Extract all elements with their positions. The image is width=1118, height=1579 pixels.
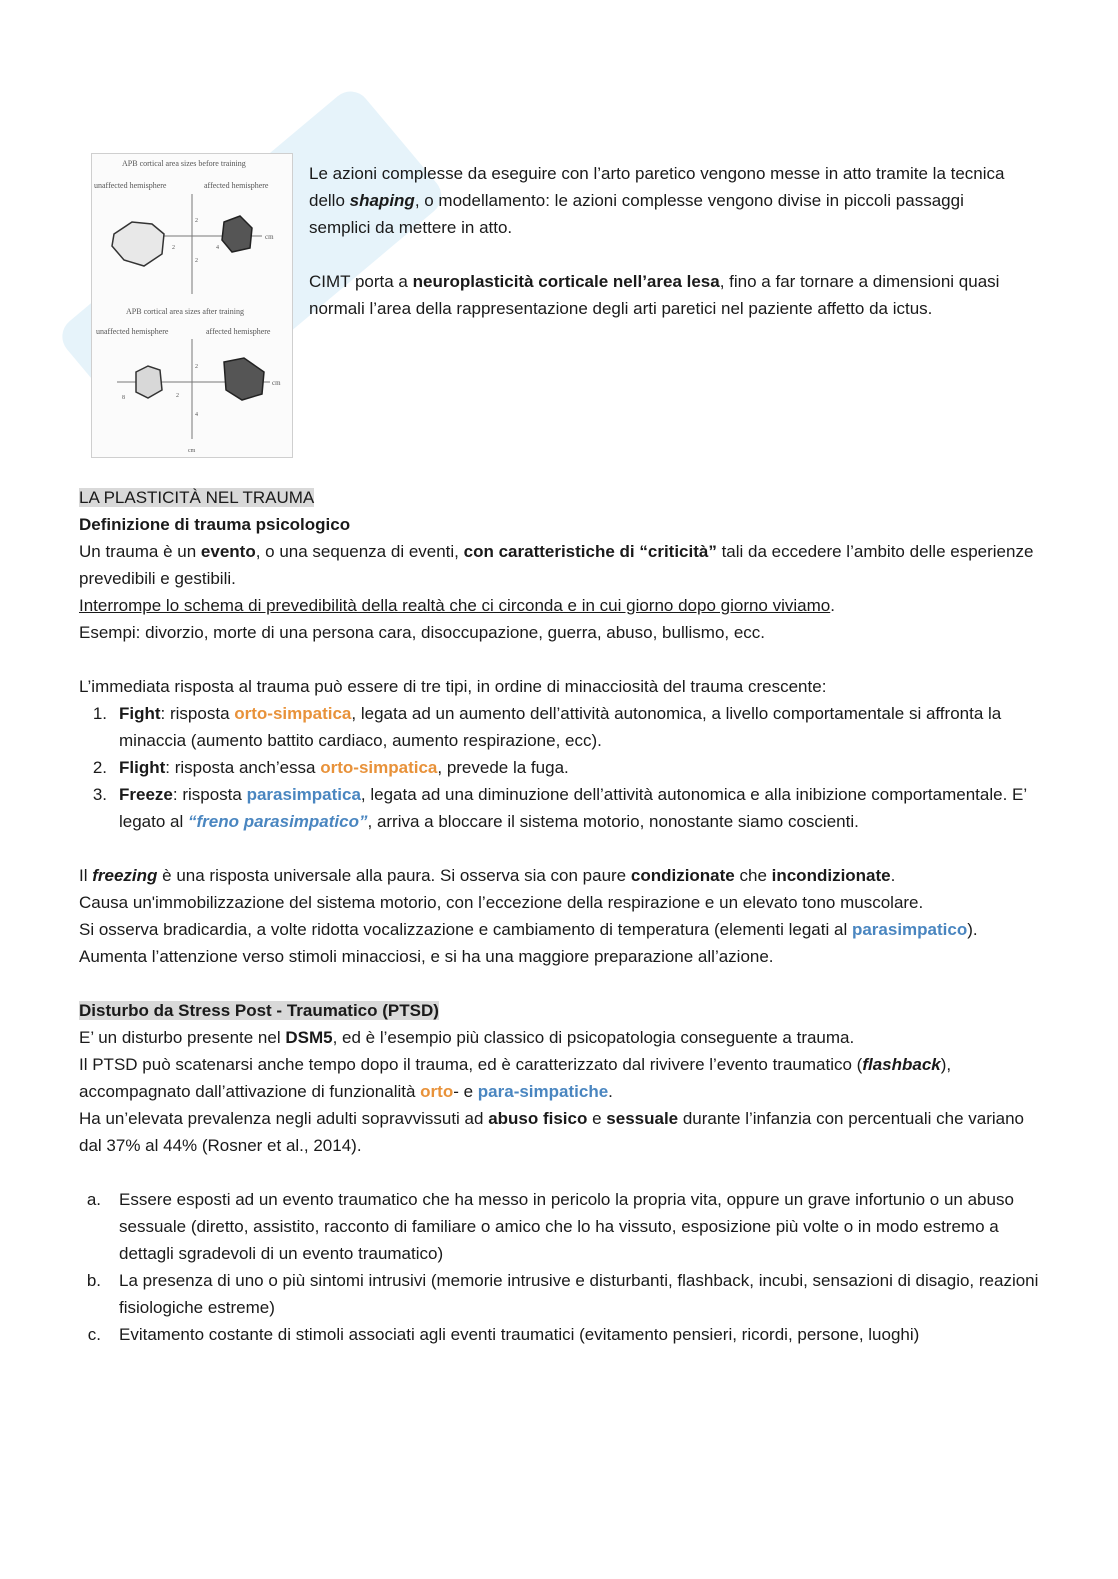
- text-run: incondizionate: [771, 866, 891, 885]
- text-run: Causa un'immobilizzazione del sistema motorio, con l’eccezione della respirazione e un elevato tono muscolare.: [79, 893, 924, 912]
- list-item: [79, 1321, 1039, 1348]
- neuroplasticity-term: neuroplasticità corticale nell’area lesa: [412, 272, 720, 291]
- figure-label-unaffected-before: unaffected hemisphere: [94, 181, 167, 190]
- text-run: Si osserva bradicardia, a volte ridotta vocalizzazione e cambiamento di temperatura (elementi legati al: [79, 920, 852, 939]
- text-run: parasimpatico: [851, 920, 968, 939]
- text-run: .: [608, 1082, 613, 1101]
- text-run: che: [734, 866, 772, 885]
- text-run: Freeze: [119, 785, 173, 804]
- tick-label: 2: [195, 258, 198, 264]
- figure-title-before: APB cortical area sizes before training: [122, 159, 246, 168]
- text-run: : risposta anch’essa: [165, 758, 321, 777]
- tick-label: 4: [216, 245, 219, 251]
- text-run: con caratteristiche di “criticità”: [463, 542, 717, 561]
- list-item-fight: [79, 700, 1039, 754]
- shaping-term: shaping: [349, 191, 415, 210]
- section-title: LA PLASTICITÀ NEL TRAUMA: [79, 488, 315, 507]
- underlined-text: Interrompe lo schema di prevedibilità della realtà che ci circonda e in cui giorno dopo giorno viviamo: [79, 596, 831, 615]
- figure-label-affected-before: affected hemisphere: [204, 181, 269, 190]
- text-run: E’ un disturbo presente nel: [79, 1028, 286, 1047]
- text-run: Flight: [119, 758, 166, 777]
- list-item: [79, 1267, 1039, 1321]
- ptsd-line-prevalence: [79, 1105, 1039, 1159]
- text-run: Ha un’elevata prevalenza negli adulti sopravvissuti ad: [79, 1109, 489, 1128]
- list-marker: c.: [87, 1325, 101, 1344]
- text-run: Essere esposti ad un evento traumatico che ha messo in pericolo la propria vita, oppure un grave infortunio o un abuso sessuale (diretto, assistito, racconto di familiare o amico che lo ha vissuto, esposizione più volte o in modo estremo a dettagli sgradevoli di un evento traumatico): [119, 1190, 1014, 1263]
- text-run: .: [890, 866, 896, 885]
- intro-text: [309, 160, 1029, 322]
- text-run: : risposta: [160, 704, 235, 723]
- ptsd-criteria-list: [79, 1186, 1039, 1348]
- list-item-freeze: [79, 781, 1039, 835]
- tick-label: 2: [176, 393, 179, 399]
- axis-unit-before: cm: [265, 233, 274, 241]
- definition-paragraph: [79, 538, 1039, 592]
- text-run: ), accompagnato dall’attivazione di funzionalità: [79, 1055, 952, 1101]
- main-content: [79, 484, 1039, 1348]
- text-run: , prevede la fuga.: [437, 758, 569, 777]
- text-run: Il PTSD può scatenarsi anche tempo dopo il trauma, ed è caratterizzato dal rivivere l’evento traumatico (: [79, 1055, 863, 1074]
- text-run: : risposta: [172, 785, 247, 804]
- tick-label: 4: [195, 412, 198, 418]
- text-run: Il: [79, 866, 93, 885]
- text-run: condizionate: [630, 866, 735, 885]
- ptsd-line-dsm5: [79, 1024, 1039, 1051]
- text-run: evento: [200, 542, 256, 561]
- apb-cortical-area-figure: [91, 153, 293, 458]
- text-run: abuso fisico: [488, 1109, 588, 1128]
- text-run: La presenza di uno o più sintomi intrusivi (memorie intrusive e disturbanti, flashback, incubi, sensazioni di disagio, reazioni fisiologiche estreme): [119, 1271, 1039, 1317]
- definition-heading: Definizione di trauma psicologico: [79, 515, 351, 534]
- list-marker: 2.: [92, 758, 107, 777]
- text-run: “freno parasimpatico”: [188, 812, 368, 831]
- text-run: orto-simpatica: [320, 758, 438, 777]
- text-run: , arriva a bloccare il sistema motorio, nonostante siamo coscienti.: [367, 812, 859, 831]
- text-run: CIMT porta a: [309, 272, 413, 291]
- affected-area-before: [222, 216, 252, 252]
- text-run: è una risposta universale alla paura. Si osserva sia con paure: [157, 866, 631, 885]
- cimt-paragraph: [309, 268, 1029, 322]
- tick-label: 2: [195, 218, 198, 224]
- response-list: [79, 700, 1039, 835]
- text-run: , fino a far tornare a dimensioni quasi normali l’area della rappresentazione degli arti paretici nel paziente affetto da ictus.: [309, 272, 1000, 318]
- text-run: tali da eccedere l’ambito delle esperienze prevedibili e gestibili.: [79, 542, 1034, 588]
- affected-area-after: [224, 358, 264, 400]
- text-run: Fight: [119, 704, 161, 723]
- shaping-paragraph: [309, 160, 1029, 241]
- freezing-paragraph: [79, 862, 1039, 970]
- figure-label-affected-after: affected hemisphere: [206, 327, 271, 336]
- text-run: Evitamento costante di stimoli associati agli eventi traumatici (evitamento pensieri, ricordi, persone, luoghi): [119, 1325, 920, 1344]
- list-marker: a.: [86, 1190, 101, 1209]
- list-marker: b.: [86, 1271, 101, 1290]
- text-run: durante l’infanzia con percentuali che variano dal 37% al 44% (Rosner et al., 2014).: [79, 1109, 1025, 1155]
- ptsd-heading: Disturbo da Stress Post - Traumatico (PTSD): [79, 1001, 439, 1020]
- examples-line: Esempi: divorzio, morte di una persona cara, disoccupazione, guerra, abuso, bullismo, ecc.: [79, 623, 766, 642]
- text-run: sessuale: [606, 1109, 679, 1128]
- text-run: .: [830, 596, 835, 615]
- axis-unit-after: cm: [272, 379, 281, 387]
- text-run: parasimpatica: [246, 785, 361, 804]
- unaffected-area-before: [112, 222, 164, 266]
- text-run: freezing: [92, 866, 158, 885]
- figure-label-unaffected-after: unaffected hemisphere: [96, 327, 169, 336]
- list-item-flight: [79, 754, 1039, 781]
- tick-label: 2: [172, 245, 175, 251]
- text-run: Le azioni complesse da eseguire con l’arto paretico vengono messe in atto tramite la tecnica dello: [309, 164, 1005, 210]
- list-item: [79, 1186, 1039, 1267]
- text-run: , o modellamento: le azioni complesse vengono divise in piccoli passaggi semplici da mettere in atto.: [309, 191, 964, 237]
- unaffected-area-after: [136, 366, 162, 398]
- text-run: , o una sequenza di eventi,: [255, 542, 464, 561]
- text-run: DSM5: [285, 1028, 333, 1047]
- text-run: para-simpatiche: [477, 1082, 609, 1101]
- text-run: - e: [453, 1082, 478, 1101]
- axis-unit-bottom: cm: [188, 448, 196, 454]
- ptsd-line-flashback: [79, 1051, 1039, 1105]
- text-run: , legata ad una diminuzione dell’attività autonomica e alla inibizione comportamentale. E’ legato al: [119, 785, 1027, 831]
- text-run: orto-simpatica: [234, 704, 352, 723]
- tick-label: 2: [195, 364, 198, 370]
- figure-title-after: APB cortical area sizes after training: [126, 307, 244, 316]
- text-run: ). Aumenta l’attenzione verso stimoli minacciosi, e si ha una maggiore preparazione all’azione.: [79, 920, 978, 966]
- text-run: , legata ad un aumento dell’attività autonomica, a livello comportamentale si affronta la minaccia (aumento battito cardiaco, aumento respirazione, ecc).: [119, 704, 1002, 750]
- text-run: flashback: [862, 1055, 941, 1074]
- text-run: e: [587, 1109, 607, 1128]
- text-run: orto: [420, 1082, 454, 1101]
- tick-label: 8: [122, 395, 125, 401]
- response-intro: L’immediata risposta al trauma può essere di tre tipi, in ordine di minacciosità del trauma crescente:: [79, 677, 827, 696]
- text-run: Un trauma è un: [79, 542, 201, 561]
- list-marker: 3.: [92, 785, 107, 804]
- list-marker: 1.: [92, 704, 107, 723]
- predictability-line: [79, 592, 1039, 619]
- text-run: , ed è l’esempio più classico di psicopatologia conseguente a trauma.: [332, 1028, 855, 1047]
